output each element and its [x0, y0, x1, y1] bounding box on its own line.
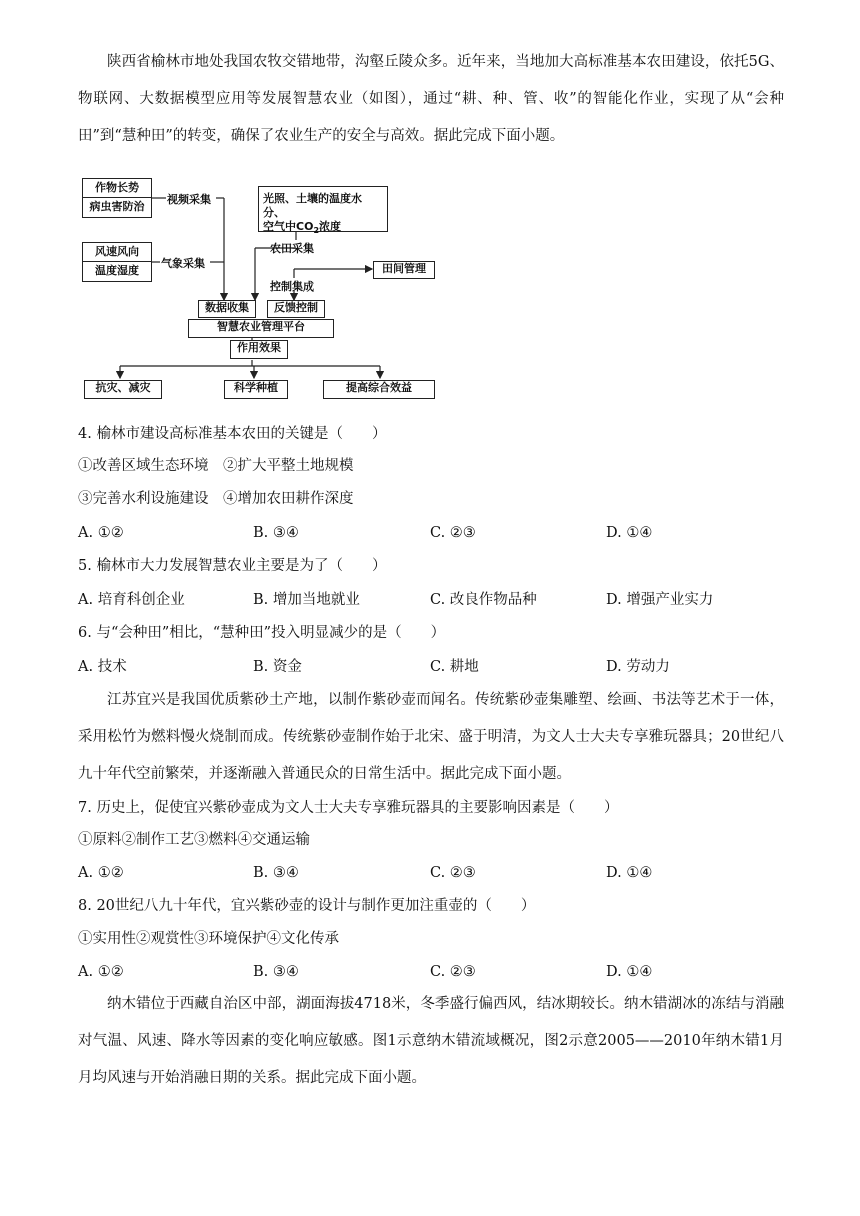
platform-box: 智慧农业管理平台 — [188, 319, 334, 338]
environment-box — [258, 186, 388, 236]
field-collect-label: 农田采集 — [270, 242, 314, 255]
q8-option-b[interactable]: B. ③④ — [253, 964, 299, 980]
crop-status-box — [82, 178, 152, 218]
q6-stem: 6. 与“会种田”相比，“慧种田”投入明显减少的是（ ） — [78, 625, 446, 641]
passage-yixing: 江苏宜兴是我国优质紫砂土产地，以制作紫砂壶而闻名。传统紫砂壶集雕塑、绘画、书法等艺术于一体，采用松竹为燃料慢火烧制而成。传统紫砂壶制作始于北宋、盛于明清，为文人士大夫专享雅玩器具；20世纪八九十年代空前繁荣，并逐渐融入普通民众的日常生活中。据此完成下面小题。 — [78, 692, 784, 782]
q4-stem: 4. 榆林市建设高标准基本农田的关键是（ ） — [78, 426, 387, 442]
q7-option-a[interactable]: A. ①② — [78, 865, 124, 881]
temp-humidity-label: 温度湿度 — [95, 264, 139, 277]
q7-option-d[interactable]: D. ①④ — [606, 865, 653, 881]
feedback-control-box: 反馈控制 — [267, 300, 325, 318]
q4-choices-line1: ①改善区域生态环境 ②扩大平整土地规模 — [78, 458, 354, 474]
q8-stem: 8. 20世纪八九十年代，宜兴紫砂壶的设计与制作更加注重壶的（ ） — [78, 898, 536, 914]
q4-choices-line2: ③完善水利设施建设 ④增加农田耕作深度 — [78, 491, 354, 507]
q5-option-a[interactable]: A. 培育科创企业 — [78, 592, 185, 608]
benefit-box: 提高综合效益 — [323, 380, 435, 399]
q8-choices: ①实用性②观赏性③环境保护④文化传承 — [78, 931, 339, 947]
q4-option-b[interactable]: B. ③④ — [253, 525, 299, 541]
crop-status-label: 作物长势 — [83, 179, 151, 198]
wind-label: 风速风向 — [83, 243, 151, 262]
q7-stem: 7. 历史上，促使宜兴紫砂壶成为文人士大夫专享雅玩器具的主要影响因素是（ ） — [78, 800, 619, 816]
field-management-box: 田间管理 — [373, 261, 435, 279]
environment-line2: 空气中$CO_2$浓度 — [263, 220, 342, 236]
q8-option-c[interactable]: C. ②③ — [430, 964, 476, 980]
q4-option-a[interactable]: A. ①② — [78, 525, 124, 541]
q6-option-d[interactable]: D. 劳动力 — [606, 659, 670, 675]
weather-collect-label: 气象采集 — [161, 257, 205, 270]
q7-option-c[interactable]: C. ②③ — [430, 865, 476, 881]
q8-option-d[interactable]: D. ①④ — [606, 964, 653, 980]
q7-option-b[interactable]: B. ③④ — [253, 865, 299, 881]
smart-agriculture-diagram — [80, 176, 440, 404]
q6-option-c[interactable]: C. 耕地 — [430, 659, 479, 675]
disaster-reduction-box: 抗灾、减灾 — [84, 380, 162, 399]
q5-option-d[interactable]: D. 增强产业实力 — [606, 592, 714, 608]
q5-option-b[interactable]: B. 增加当地就业 — [253, 592, 360, 608]
q5-stem: 5. 榆林市大力发展智慧农业主要是为了（ ） — [78, 558, 387, 574]
passage-yulin: 陕西省榆林市地处我国农牧交错地带，沟壑丘陵众多。近年来，当地加大高标准基本农田建设，依托5G、物联网、大数据模型应用等发展智慧农业（如图），通过“耕、种、管、收”的智能化作业，实现了从“会种田”到“慧种田”的转变，确保了农业生产的安全与高效。据此完成下面小题。 — [78, 54, 784, 144]
effect-box: 作用效果 — [230, 340, 288, 359]
q5-option-c[interactable]: C. 改良作物品种 — [430, 592, 537, 608]
weather-box — [82, 242, 152, 282]
q6-option-a[interactable]: A. 技术 — [78, 659, 127, 675]
control-integration-label: 控制集成 — [270, 280, 314, 293]
q6-option-b[interactable]: B. 资金 — [253, 659, 302, 675]
q7-choices: ①原料②制作工艺③燃料④交通运输 — [78, 832, 310, 848]
pest-control-label: 病虫害防治 — [89, 200, 145, 213]
q8-option-a[interactable]: A. ①② — [78, 964, 124, 980]
environment-line1: 光照、土壤的温度水分、 — [263, 192, 362, 219]
q4-option-c[interactable]: C. ②③ — [430, 525, 476, 541]
q4-option-d[interactable]: D. ①④ — [606, 525, 653, 541]
passage-namco: 纳木错位于西藏自治区中部，湖面海拔4718米，冬季盛行偏西风，结冰期较长。纳木错湖冰的冻结与消融对气温、风速、降水等因素的变化响应敏感。图1示意纳木错流域概况，图2示意2005——2010年纳木错1月月均风速与开始消融日期的关系。据此完成下面小题。 — [78, 996, 784, 1086]
data-collection-box: 数据收集 — [198, 300, 256, 318]
video-collect-label: 视频采集 — [167, 193, 211, 206]
scientific-planting-box: 科学种植 — [224, 380, 288, 399]
